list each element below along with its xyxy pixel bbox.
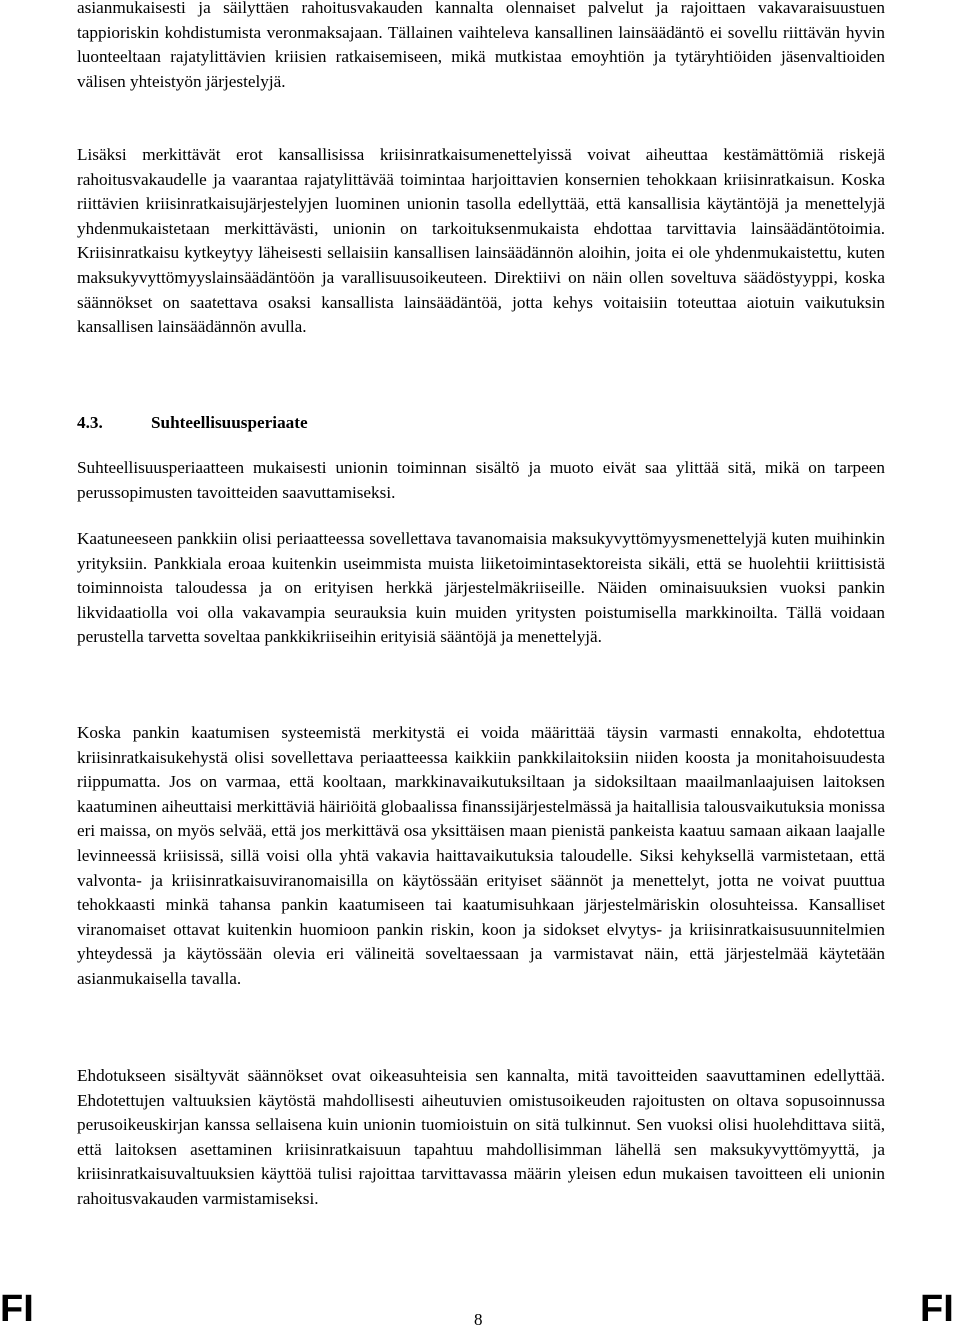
footer-language-right: FI [920,1288,954,1330]
section-title: Suhteellisuusperiaate [151,413,308,432]
paragraph-insolvency-procedures: Kaatuneeseen pankkiin olisi periaatteessa sovellettava tavanomaisia maksukyvyttömyysmenettelyjä kuten muihinkin yrityksiin. Pankkiala eroaa kuitenkin useimmista muista liiketoimintasektoreista sikäli, että se huolehtii kriittisistä toiminnoista taloudessa ja on erityisen herkkä järjestelmäkriiseille. Näiden ominaisuuksien vuoksi pankin likvidaatiolla voi olla vakavampia seurauksia kuin muiden yritysten poistumisella markkinoilta. Tällä voidaan perustella tarvetta soveltaa pankkikriiseihin erityisiä sääntöjä ja menettelyjä. [77,529,885,647]
footer-language-left: FI [0,1288,34,1330]
page-number: 8 [474,1310,483,1329]
paragraph-systemic-importance: Koska pankin kaatumisen systeemistä merkitystä ei voida määrittää täysin varmasti ennakolta, ehdotettua kriisinratkaisukehystä olisi sovellettava periaatteessa kaikkiin pankkilaitoksiin niiden koosta ja monitahoisuudesta riippumatta. Jos on varmaa, että kooltaan, markkinavaikutuksiltaan ja sidoksiltaan maailmanlaajuisen laitoksen kaatuminen aiheuttaisi merkittäviä häiriöitä globaalissa finanssijärjestelmässä ja haitallisia talousvaikutuksia monissa eri maissa, on myös selvää, että jos merkittävä osa yksittäisen maan pienistä pankeista kaatuu samaan aikaan laajalle levinneessä kriisissä, sillä voisi olla yhtä vakavia haittavaikutuksia taloudelle. Siksi kehyksellä varmistetaan, että valvonta- ja kriisinratkaisuviranomaisilla on käytössään erityiset säännöt ja menettelyt, jotta ne voivat puuttua tehokkaasti minkä tahansa pankin kaatumiseen tai kaatumisuhkaan järjestelmäriskin olosuhteissa. Kansalliset viranomaiset ottavat kuitenkin huomioon pankin riskin, koon ja sidokset elvytys- ja kriisinratkaisusuunnitelmien yhteydessä ja käytössään olevia eri välineitä soveltaessaan ja varmistavat näin, että järjestelmää käytetään asianmukaisella tavalla. [77,723,885,988]
section-number: 4.3. [77,413,103,432]
paragraph-proposal-proportionate: Ehdotukseen sisältyvät säännökset ovat oikeasuhteisia sen kannalta, mitä tavoitteiden saavuttaminen edellyttää. Ehdotettujen valtuuksien käytöstä mahdollisesti aiheutuvien omistusoikeuden rajoitusten on oltava sopusoinnussa perusoikeuskirjan kanssa sellaisena kuin unionin tuomioistuin on sitä tulkinnut. Sen vuoksi olisi huolehdittava siitä, että laitoksen asettaminen kriisinratkaisuun tapahtuu mahdollisimman lähellä sen maksukyvyttömyyttä, ja kriisinratkaisuvaltuuksien käyttöä tulisi rajoittaa tarvittavassa määrin yleisen edun mukaisen tavoitteen eli unionin rahoitusvakauden varmistamiseksi. [77,1066,885,1208]
paragraph-proportionality: Suhteellisuusperiaatteen mukaisesti unionin toiminnan sisältö ja muoto eivät saa ylittää sitä, mikä on tarpeen perussopimusten tavoitteiden saavuttamiseksi. [77,458,885,502]
paragraph-intro-continuation: asianmukaisesti ja säilyttäen rahoitusvakauden kannalta olennaiset palvelut ja rajoittaen vakavaraisuustuen tappioriskin kohdistumista veronmaksajaan. Tällainen vaihteleva kansallinen lainsäädäntö ei sovellu riittävän hyvin luonteeltaan rajatylittävien kriisien ratkaisemiseen, mikä mutkistaa emoyhtiön ja tytäryhtiöiden jäsenvaltioiden välisen yhteistyön järjestelyjä. [77,0,885,91]
section-heading [77,411,308,436]
paragraph-national-differences: Lisäksi merkittävät erot kansallisissa kriisinratkaisumenettelyissä voivat aiheuttaa kestämättömiä riskejä rahoitusvakaudelle ja vaarantaa rajatylittävää toimintaa harjoittavien konsernien tehokkaan kriisinratkaisun. Koska riittävien kriisinratkaisujärjestelyjen luominen unionin tasolla edellyttää, että kansallisia käytäntöjä ja menettelyjä yhdenmukaistetaan merkittävästi, unionin on tarkoituksenmukaista ehdottaa tarvittavia lainsäädäntötoimia. Kriisinratkaisu kytkeytyy läheisesti sellaisiin kansallisen lainsäädännön aloihin, joita ei ole yhdenmukaistettu, kuten maksukyvyttömyyslainsäädäntöön ja varallisuusoikeuteen. Direktiivi on näin ollen soveltuva säädöstyyppi, koska säännökset on saatettava osaksi kansallista lainsäädäntöä, jotta kehys voitaisiin toteuttaa aiotuin vaikutuksin kansallisen lainsäädännön avulla. [77,145,885,337]
